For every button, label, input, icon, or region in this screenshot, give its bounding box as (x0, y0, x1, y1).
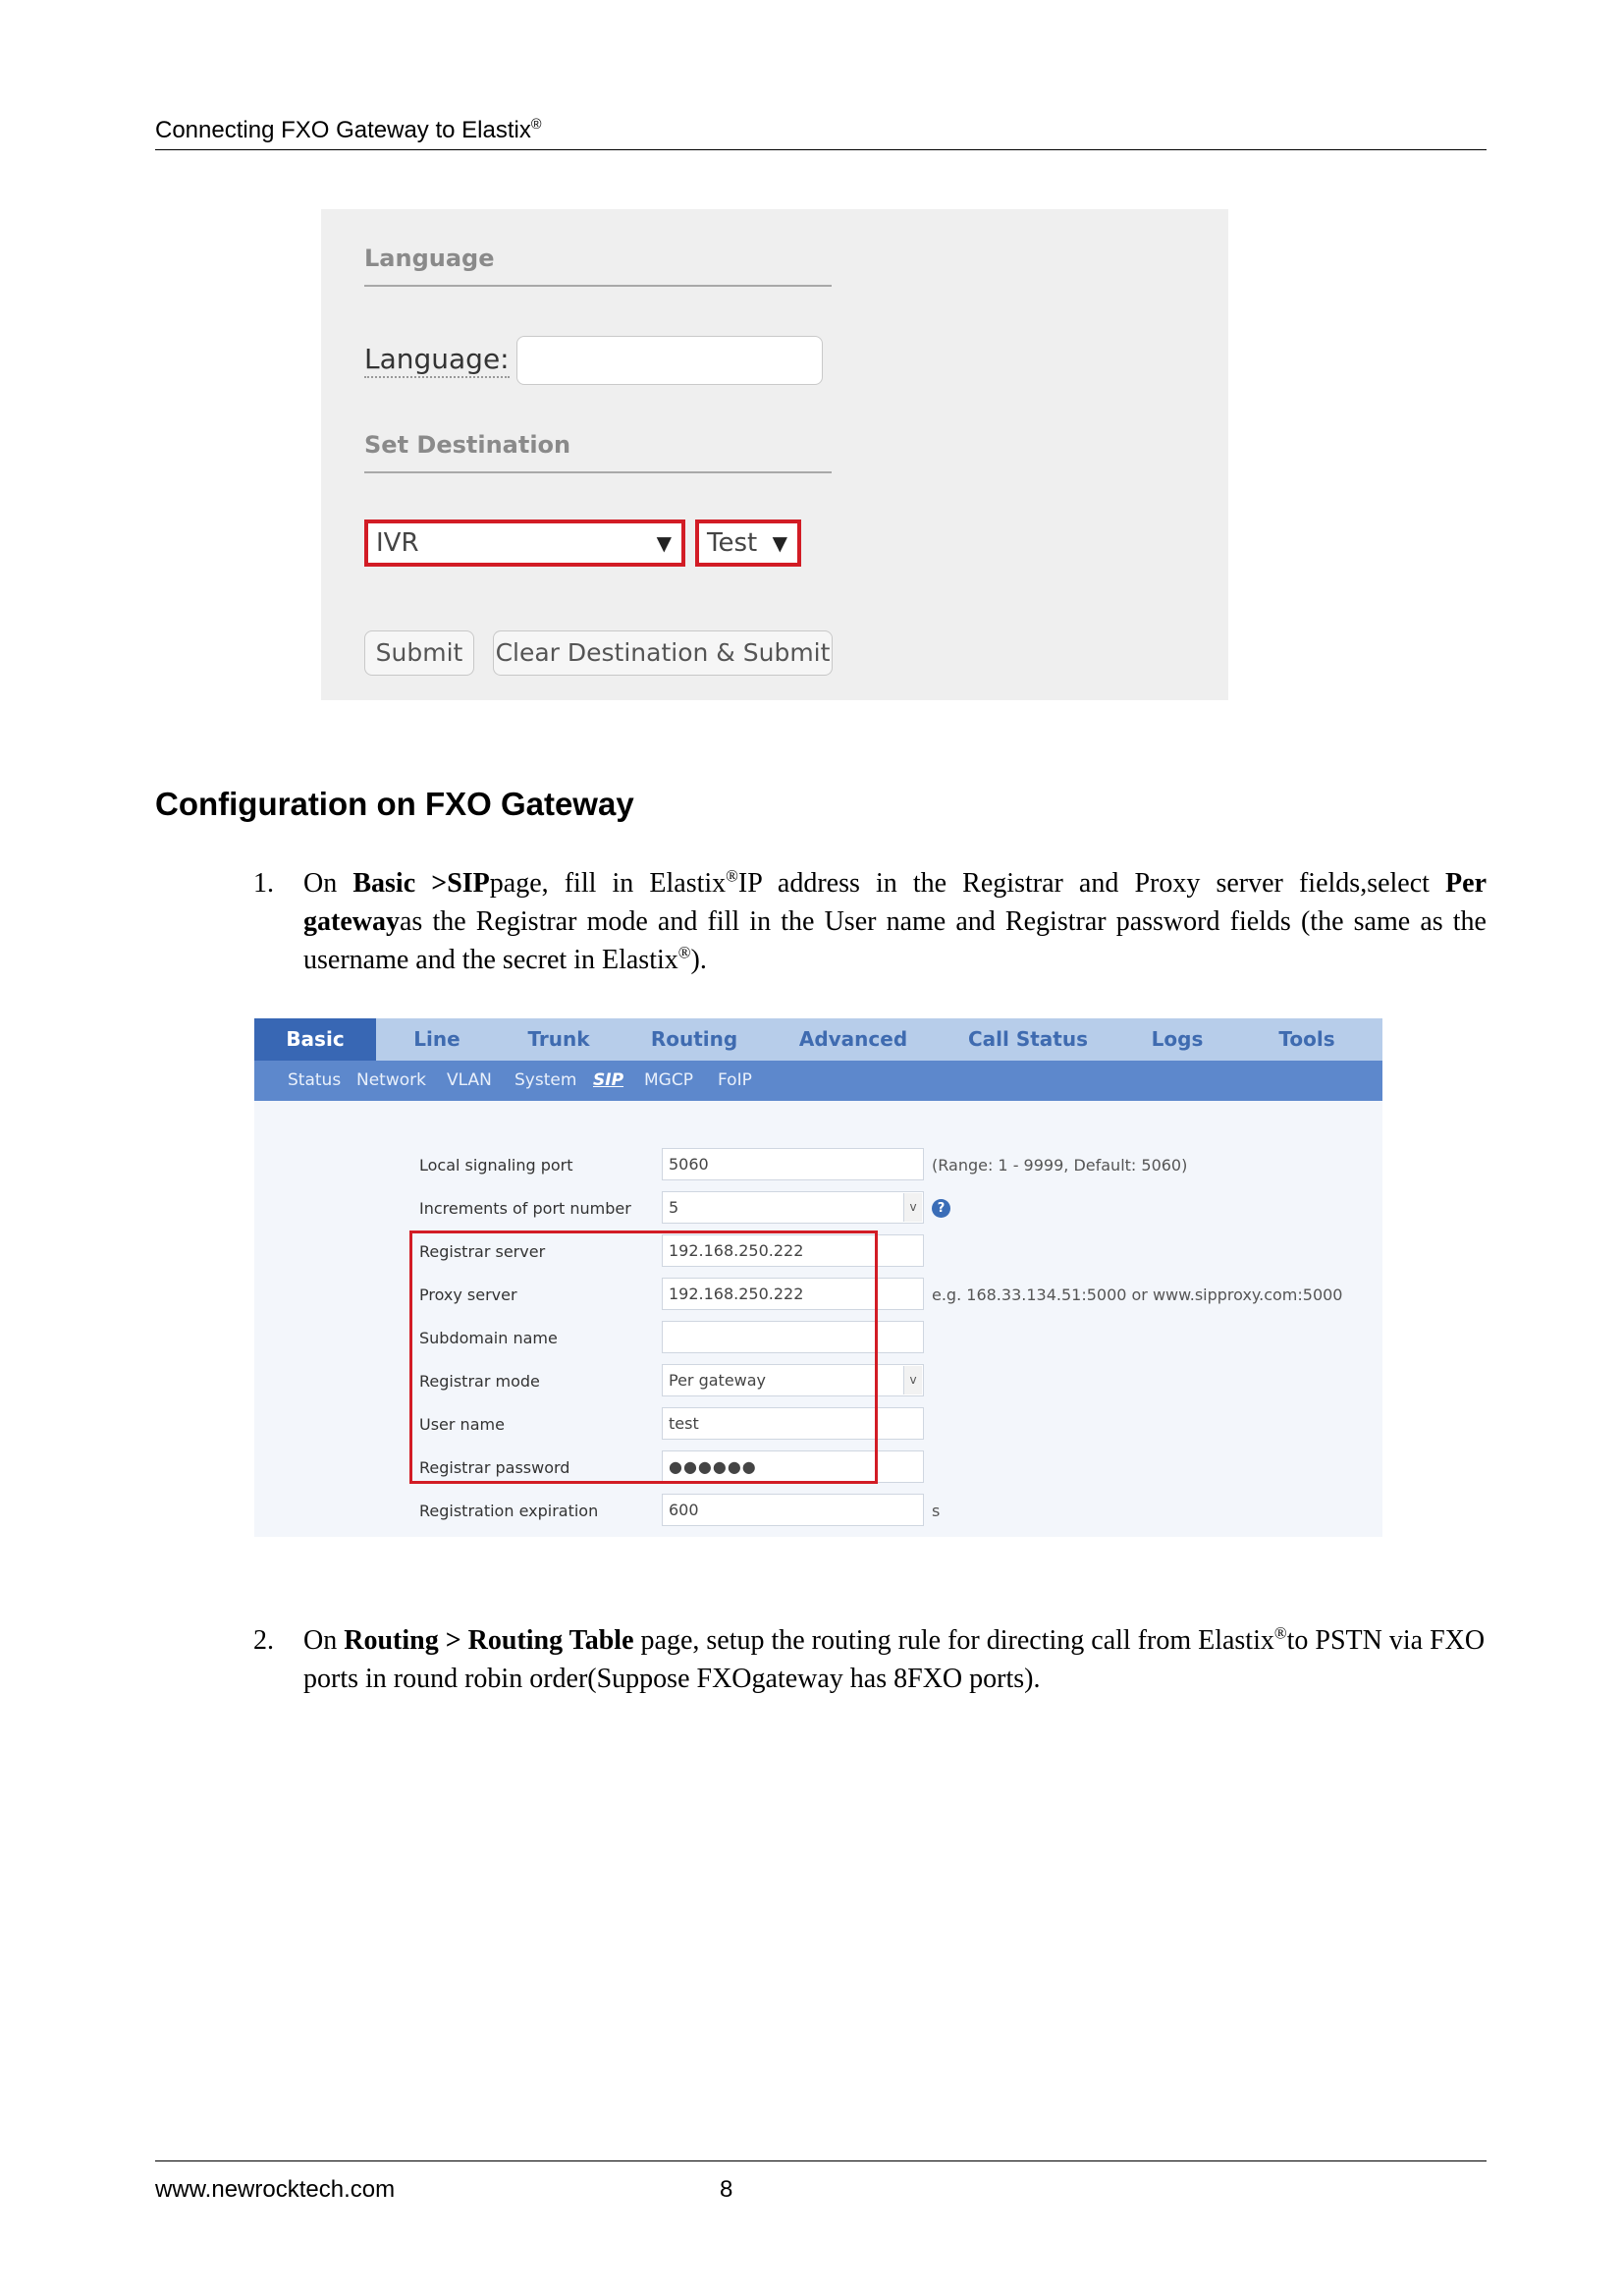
clear-destination-submit-button[interactable]: Clear Destination & Submit (493, 630, 833, 676)
local-signaling-port-input[interactable]: 5060 (662, 1148, 924, 1180)
tab-trunk[interactable]: Trunk (527, 1027, 590, 1051)
port-increment-select[interactable] (662, 1191, 924, 1224)
chevron-down-icon: v (903, 1193, 922, 1222)
registrar-password-label: Registrar password (419, 1458, 570, 1477)
registration-expiration-unit: s (932, 1502, 941, 1520)
registration-expiration-input[interactable]: 600 (662, 1494, 924, 1526)
language-input[interactable] (516, 336, 823, 385)
step2-text: page, setup the routing rule for directing call from Elastix (633, 1625, 1274, 1656)
registrar-server-label: Registrar server (419, 1242, 546, 1261)
step1-paragraph (303, 864, 1487, 979)
destination-section-heading: Set Destination (364, 431, 571, 459)
user-name-input[interactable]: test (662, 1407, 924, 1440)
step2-number: 2. (253, 1625, 274, 1656)
chevron-down-icon: ▼ (656, 531, 672, 555)
destination-type-value: IVR (376, 528, 419, 558)
proxy-server-label: Proxy server (419, 1285, 517, 1304)
step2-bold-path: Routing > Routing Table (344, 1625, 634, 1656)
step1-bold-path: Basic >SIP (352, 868, 490, 899)
proxy-server-input[interactable]: 192.168.250.222 (662, 1278, 924, 1310)
registration-expiration-label: Registration expiration (419, 1502, 599, 1520)
tab-call-status[interactable]: Call Status (967, 1027, 1088, 1051)
step1-text: ). (690, 945, 707, 975)
section-title: Configuration on FXO Gateway (155, 786, 634, 822)
step2-text: to PSTN via FXO ports in round robin order(Suppose FXOgateway has 8FXO ports). (303, 1625, 1486, 1694)
footer-url: www.newrocktech.com (155, 2176, 396, 2203)
subtab-foip[interactable]: FoIP (718, 1070, 752, 1090)
footer-divider (155, 2160, 1487, 2161)
user-name-label: User name (419, 1415, 505, 1434)
tab-tools[interactable]: Tools (1278, 1027, 1335, 1051)
subtab-status[interactable]: Status (288, 1070, 342, 1090)
step2-paragraph (303, 1621, 1487, 1698)
destination-target-value: Test (707, 528, 758, 558)
tab-basic[interactable]: Basic (254, 1018, 376, 1061)
language-panel-screenshot (321, 209, 1228, 700)
local-signaling-port-label: Local signaling port (419, 1156, 573, 1175)
subtab-system[interactable]: System (514, 1070, 577, 1090)
step1-number: 1. (253, 868, 274, 899)
registrar-mode-value: Per gateway (669, 1371, 767, 1390)
header-reg-mark: ® (530, 117, 542, 133)
chevron-down-icon: v (903, 1366, 922, 1394)
local-signaling-port-hint: (Range: 1 - 9999, Default: 5060) (932, 1156, 1188, 1175)
tab-advanced[interactable]: Advanced (798, 1027, 908, 1051)
registrar-mode-label: Registrar mode (419, 1372, 540, 1391)
submit-button[interactable]: Submit (364, 630, 474, 676)
subtab-vlan[interactable]: VLAN (447, 1070, 492, 1090)
chevron-down-icon: ▼ (772, 531, 787, 555)
language-section-heading: Language (364, 245, 495, 272)
highlight-box (409, 1230, 878, 1484)
tab-line[interactable]: Line (413, 1027, 460, 1051)
sub-nav (254, 1061, 1382, 1101)
language-label: Language: (364, 343, 510, 378)
step1-text: as the Registrar mode and fill in the User name and Registrar password fields (the same as the username and the secret in Elastix (303, 906, 1487, 975)
subdomain-name-label: Subdomain name (419, 1329, 558, 1347)
registrar-password-input[interactable]: ●●●●●● (662, 1450, 924, 1483)
step2-reg-mark: ® (1273, 1623, 1287, 1643)
step1-reg-mark: ® (677, 943, 691, 962)
step1-text: page, fill in Elastix (489, 868, 727, 899)
step1-reg-mark: ® (726, 866, 738, 886)
subtab-mgcp[interactable]: MGCP (644, 1070, 693, 1090)
page-number: 8 (720, 2176, 733, 2203)
proxy-server-hint: e.g. 168.33.134.51:5000 or www.sipproxy.com:5000 (932, 1285, 1343, 1304)
page-header (155, 116, 1487, 150)
subtab-sip[interactable]: SIP (593, 1070, 624, 1090)
step1-text: On (303, 868, 353, 899)
port-increment-value: 5 (669, 1198, 679, 1217)
step1-text: IP address in the Registrar and Proxy server fields,select (737, 868, 1446, 899)
header-title: Connecting FXO Gateway to Elastix (155, 117, 531, 143)
destination-target-select[interactable] (695, 519, 801, 567)
destination-section-divider (364, 471, 832, 473)
tab-logs[interactable]: Logs (1151, 1027, 1204, 1051)
main-nav (254, 1018, 1382, 1061)
subtab-network[interactable]: Network (356, 1070, 426, 1090)
destination-type-select[interactable] (364, 519, 685, 567)
language-section-divider (364, 285, 832, 287)
help-icon[interactable]: ? (932, 1199, 950, 1218)
tab-routing[interactable]: Routing (650, 1027, 738, 1051)
port-increment-label: Increments of port number (419, 1199, 631, 1218)
sip-config-screenshot (254, 1018, 1382, 1537)
step2-text: On (303, 1625, 345, 1656)
step1-bold-mode: Per gateway (303, 868, 1488, 937)
registrar-server-input[interactable]: 192.168.250.222 (662, 1234, 924, 1267)
